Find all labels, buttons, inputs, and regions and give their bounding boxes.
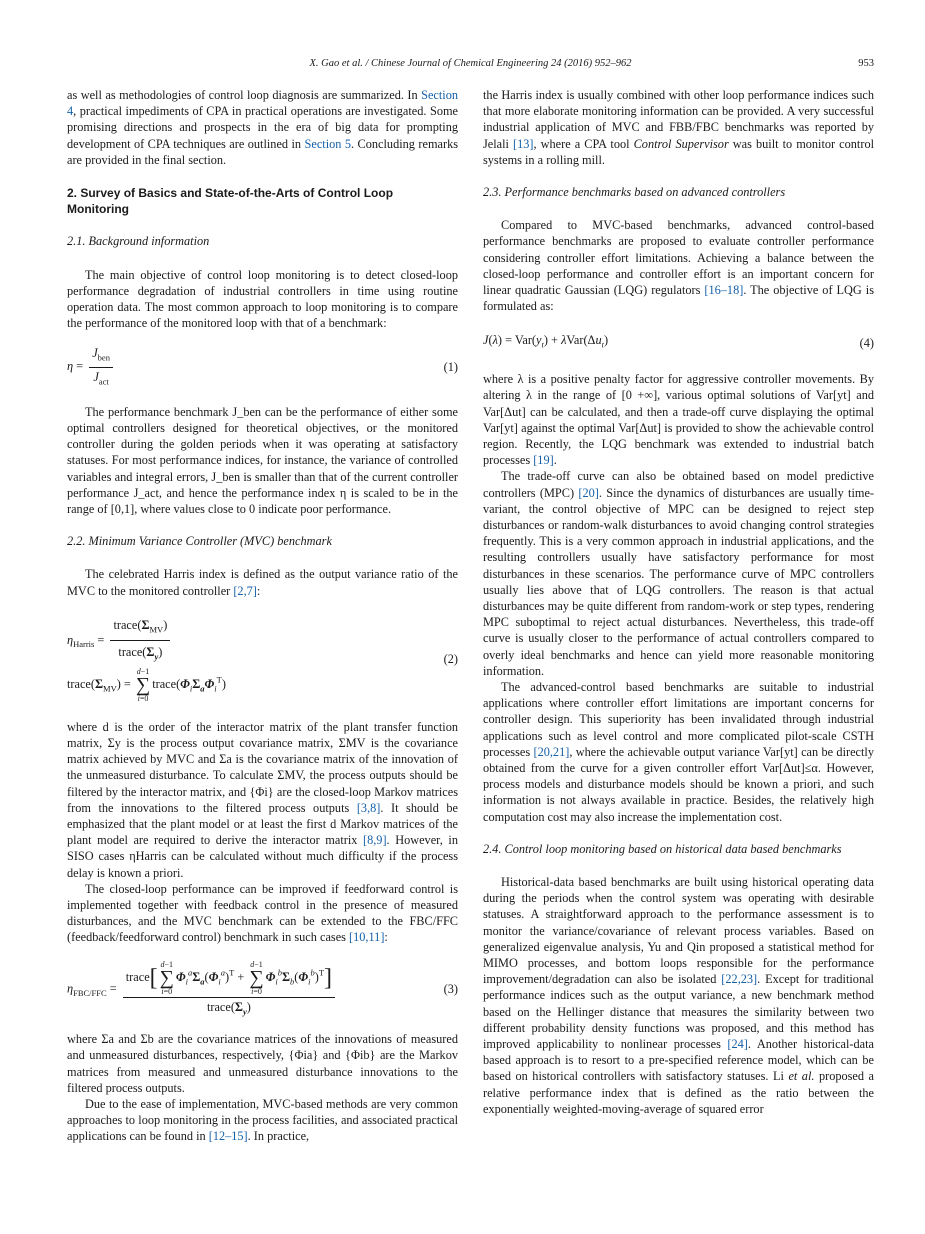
- equation-3-body: $\eta_{FBC/FFC}$ = trace[ d−1 ∑ i=0 $\Phi_i^a\Sigma_a(\Phi_i^a)^T$ + d−1 ∑ i=0 $\Phi_i^b\Sigma_b(\Phi_i^b)^T$] $trace(\Sigma_y)$: [67, 960, 338, 1020]
- intro-paragraph: as well as methodologies of control loop diagnosis are summarized. In Section 4, practical impediments of CPA in practical operations are investigated. Some promising directions and prospects in the era of big data for prompting development of CPA techniques are outlined in Section 5. Concluding remarks are provided in the final section.: [67, 88, 459, 167]
- running-head-text: X. Gao et al. / Chinese Journal of Chemical Engineering 24 (2016) 952–962: [309, 58, 632, 69]
- equation-3-number: (3): [443, 982, 458, 997]
- running-head: [67, 58, 874, 72]
- paragraph-2-3-c: The trade-off curve can also be obtained based on model predictive controllers (MPC) [20]. Since the dynamics of disturbances are usually time-variant, the control objective of MPC can be designed to reject step disturbances or random-walk disturbances to avoid changing control strategies frequently. This is a very common approach in industrial applications, and the resulting controllers usually have satisfactory performance for most disturbances in these scenarios. The performance curve of MPC controllers usually lies above that of LQG controllers. The reason is that actual disturbances may be quite different from random-work or step types, rendering MPC suboptimal to reject actual disturbances. Nevertheless, this trade-off curve is usually closer to the performance of actual controllers compared to overly ideal benchmarks and hence can yield more reasonable monitoring information.: [483, 469, 874, 678]
- ref-13-link[interactable]: [13]: [513, 136, 534, 151]
- section4-link[interactable]: Section 4: [67, 88, 458, 119]
- equation-1-body: η = $\frac{J_{ben}}{J_{act}}$: [67, 345, 116, 389]
- equation-1-number: (1): [443, 360, 458, 375]
- paragraph-2-2-a: The celebrated Harris index is defined as the output variance ratio of the MVC to the monitored controller [2,7]:: [67, 567, 458, 598]
- paragraph-2-3-a: Compared to MVC-based benchmarks, advanced control-based performance benchmarks are proposed to evaluate controller performance considering controller effort limitations. Achieving a balance between the closed-loop performance and controller effort is an important concern for linear quadratic Gaussian (LQG) regulators [16–18]. The objective of LQG is formulated as:: [483, 218, 874, 314]
- paragraph-2-1-b: The performance benchmark J_ben can be the performance of either some optimal controllers designed for theoretical objectives, or the monitored controller during the golden periods when it was operating at satisfactory statuses. For most performance indices, for instance, the variance of controlled variables and integral errors, J_ben is smaller than that of the current controller performance J_act, and hence the performance index η is scaled to be in the range of [0,1], where values close to 0 indicate poor performance.: [67, 404, 458, 516]
- right-column: [483, 87, 874, 1117]
- subsection-2-3-title: 2.3. Performance benchmarks based on advanced controllers: [483, 185, 786, 200]
- paragraph-2-3-b: where λ is a positive penalty factor for aggressive controller movements. By altering λ in the range of [0 +∞], various optimal solutions of Var[yt] and Var[Δut] can be calculated, and then a trade-off curve displaying the optimal Var[yt] against the optimal Var[Δut] is provided to show the achievable control region. Recently, the LQG benchmark was extended to industrial batch processes [19].: [483, 372, 874, 468]
- paragraph-2-2-c: The closed-loop performance can be improved if feedforward control is implemented together with feedback control in the presence of measured disturbances, and the MVC benchmark can be extended to the FBC/FFC (feedback/feedforward control) benchmark in such cases [10,11]:: [67, 881, 458, 945]
- paragraph-2-1-a: The main objective of control loop monitoring is to detect closed-loop performance degradation of industrial controllers in time using routine operation data. The most common approach to loop monitoring is to compare the performance of the monitored loop with that of a benchmark:: [67, 267, 458, 331]
- subsection-2-2-title: 2.2. Minimum Variance Controller (MVC) benchmark: [67, 534, 332, 549]
- paragraph-2-2-e: Due to the ease of implementation, MVC-based methods are very common approaches to loop monitoring in the process facilities, and associated practical applications can be found in [12–15]. In practice,: [67, 1097, 458, 1144]
- equation-4-number: (4): [859, 335, 874, 350]
- ref-10-11-link[interactable]: [10,11]: [349, 930, 385, 945]
- ref-22-23-link[interactable]: [22,23]: [721, 972, 758, 987]
- ref-20-link[interactable]: [20]: [578, 485, 599, 500]
- ref-16-18-link[interactable]: [16–18]: [704, 283, 744, 298]
- paragraph-2-4-a: Historical-data based benchmarks are built using historical operating data during the periods when the control system was operating with desirable statuses. A straightforward approach to the performance assessment is to monitor the variance/covariance of relevant process variables. Based on generalized eigenvalue analysis, Yu and Qin proposed a statistical method for MIMO processes, and bottom loops responsible for the performance improvement/degradation can also be isolated [22,23]. Except for traditional performance indices such as the output variance, a new benchmark method based on the Hellinger distance that measures the similarity between two different probability density functions was proposed, and this method has improved applicability to nonlinear processes [24]. Another historical-data based approach is to resort to a pre-specified reference model, which can be based on historical controllers with satisfactory statuses. Li et al. proposed a relative performance index that is defined as the ratio between the exponentially weighted-moving-average of squared error: [483, 874, 874, 1116]
- ref-3-8-link[interactable]: [3,8]: [356, 800, 381, 815]
- ref-24-link[interactable]: [24]: [727, 1037, 748, 1052]
- ref-19-link[interactable]: [19]: [533, 453, 554, 468]
- ref-2-7-link[interactable]: [2,7]: [233, 583, 257, 598]
- paragraph-2-3-d: The advanced-control based benchmarks are suitable to industrial applications where controller effort limitations are important concerns for controller design. This superiority has been invalidated through industrial applications such as level control and more complicated pilot-scale CSTH processes [20,21], where the achievable output variance Var[yt] can be directly obtained from the curve for a given controller effort Var[Δut]≤α. However, process models and disturbance models should be known a priori, and such information is not always available in practice. Besides, the relatively high computation cost may also increase the implementation cost.: [483, 679, 874, 824]
- equation-4: [483, 332, 874, 353]
- equation-2-number: (2): [443, 651, 458, 666]
- ref-8-9-link[interactable]: [8,9]: [362, 833, 387, 848]
- paragraph-r-1: the Harris index is usually combined with other loop performance indices such that more elaborate monitoring information can be provided. A very successful industrial application of MVC and FBB/FBC benchmarks was reported by Jelali [13], where a CPA tool Control Supervisor was built to monitor control systems in a rolling mill.: [483, 88, 875, 167]
- equation-3: [67, 960, 458, 1020]
- subsection-2-1-title: 2.1. Background information: [67, 234, 210, 249]
- equation-4-body: $J(\lambda) = Var(y_t) + \lambda Var(\Delta u_t)$: [483, 333, 609, 350]
- section-2-title: 2. Survey of Basics and State-of-the-Arts of Control Loop Monitoring: [67, 186, 394, 217]
- equation-2-body: $\eta_{Harris}$ = $\frac{trace(\Sigma_{MV})}{trace(\Sigma_y)}$ $trace(\Sigma_{MV})$ = d−1 ∑ i=0 $trace(\Phi_i\Sigma_a\Phi_i^T)$: [67, 615, 226, 703]
- equation-2: [67, 615, 458, 703]
- ref-20-21-link[interactable]: [20,21]: [533, 744, 570, 759]
- page-number: 953: [858, 58, 874, 69]
- subsection-2-4-title: 2.4. Control loop monitoring based on historical data based benchmarks: [483, 841, 842, 856]
- paragraph-2-2-b: where d is the order of the interactor matrix of the plant transfer function matrix, Σy is the process output covariance matrix, ΣMV is the covariance matrix achieved by MVC and Σa is the covariance matrix of the innovation of the unmeasured disturbance. To calculate ΣMV, the process outputs should be filtered by the interactor matrix, and {Φi} are the closed-loop Markov matrices from the innovations to the filtered process outputs [3,8]. It should be emphasized that the plant model or at least the first d Markov matrices of the plant model are required to derive the interactor matrix [8,9]. However, in SISO cases ηHarris can be calculated without much difficulty if the process delay is known a priori.: [67, 719, 458, 880]
- paragraph-2-2-d: where Σa and Σb are the covariance matrices of the innovations of measured and unmeasured disturbances, respectively, {Φia} and {Φib} are the Markov matrices from measured and unmeasured disturbance innovations to the filtered process outputs.: [67, 1032, 458, 1095]
- ref-12-15-link[interactable]: [12–15]: [208, 1129, 248, 1144]
- equation-1: [67, 345, 458, 389]
- left-column: [67, 87, 458, 1145]
- section5-link[interactable]: Section 5: [304, 136, 352, 151]
